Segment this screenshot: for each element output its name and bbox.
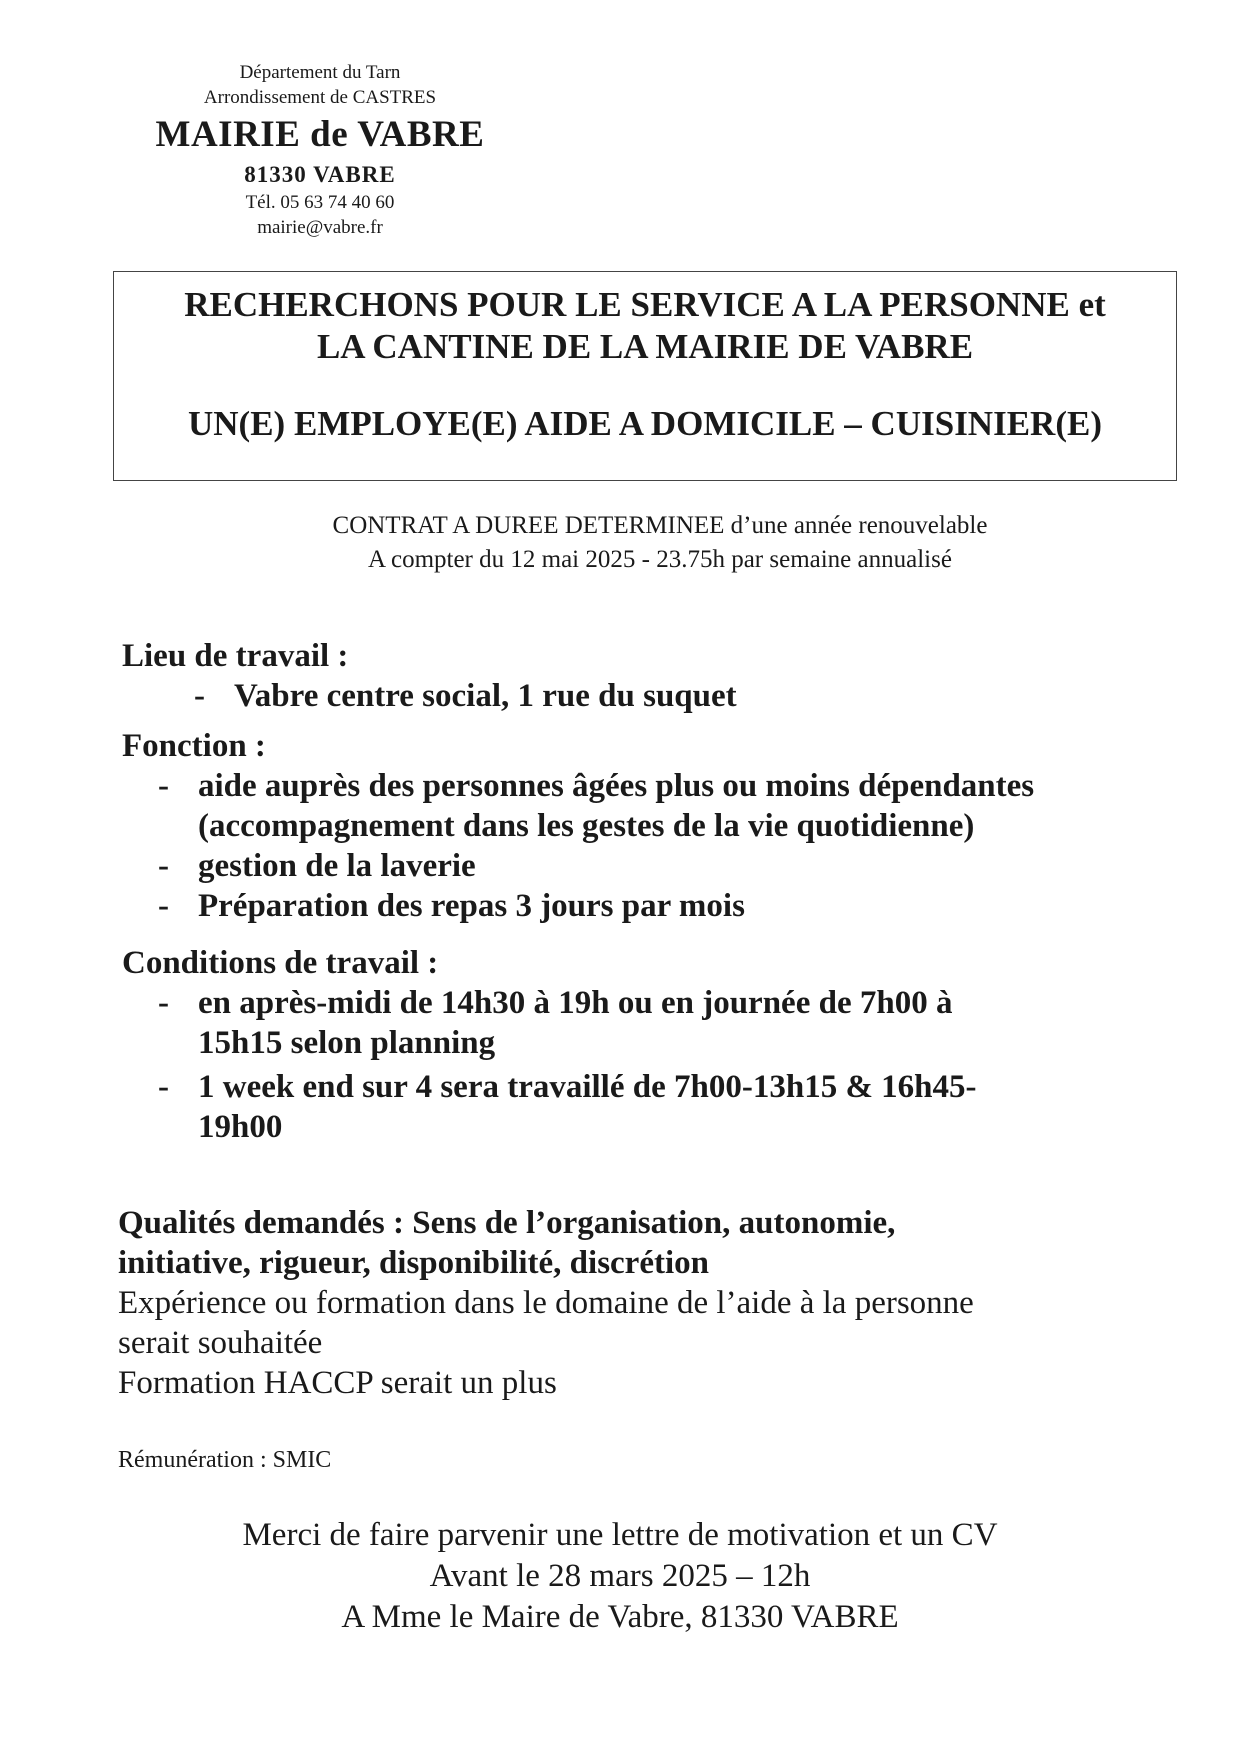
qualites-line: initiative, rigueur, disponibilité, discrétion (118, 1245, 709, 1281)
dash-bullet: - (158, 985, 169, 1021)
contract-type: CONTRAT A DUREE DETERMINEE d’une année renouvelable (332, 512, 988, 539)
list-item (122, 1107, 1182, 1147)
section-conditions (122, 943, 1182, 1147)
fonction-heading: Fonction : (122, 728, 266, 764)
experience-line: Expérience ou formation dans le domaine de l’aide à la personne (118, 1285, 974, 1321)
banner-line-1: RECHERCHONS POUR LE SERVICE A LA PERSONNE et (184, 285, 1106, 324)
list-item (122, 806, 1182, 846)
arrondissement-line: Arrondissement de CASTRES (203, 87, 437, 108)
list-item (122, 846, 1182, 886)
mairie-letterhead (120, 60, 520, 240)
conditions-item-continued: 15h15 selon planning (198, 1025, 496, 1061)
banner-heading (114, 284, 1176, 368)
section-fonction (122, 726, 1182, 926)
conditions-item: 1 week end sur 4 sera travaillé de 7h00-13h15 & 16h45- (198, 1069, 977, 1105)
section-qualites (118, 1203, 1178, 1403)
dash-bullet: - (158, 768, 169, 804)
lieu-item: Vabre centre social, 1 rue du suquet (234, 678, 737, 714)
list-item (122, 766, 1182, 806)
dash-bullet: - (158, 888, 169, 924)
mairie-name: MAIRIE de VABRE (155, 114, 485, 155)
lieu-heading: Lieu de travail : (122, 638, 349, 674)
dash-bullet: - (158, 848, 169, 884)
banner-job-title: UN(E) EMPLOYE(E) AIDE A DOMICILE – CUISINIER(E) (188, 404, 1102, 443)
qualites-line: Qualités demandés : Sens de l’organisation, autonomie, (118, 1205, 896, 1241)
job-title-banner (113, 271, 1177, 481)
department-line: Département du Tarn (239, 62, 401, 83)
experience-line: serait souhaitée (118, 1325, 323, 1361)
contract-info (160, 509, 1160, 577)
contract-start: A compter du 12 mai 2025 - 23.75h par semaine annualisé (368, 546, 952, 573)
banner-line-2: LA CANTINE DE LA MAIRIE DE VABRE (316, 327, 974, 366)
fonction-item: gestion de la laverie (198, 848, 476, 884)
email-address: mairie@vabre.fr (257, 217, 383, 238)
closing-line-1: Merci de faire parvenir une lettre de motivation et un CV (242, 1517, 998, 1553)
conditions-item: en après-midi de 14h30 à 19h ou en journée de 7h00 à (198, 985, 953, 1021)
closing-deadline: Avant le 28 mars 2025 – 12h (429, 1558, 811, 1594)
fonction-item-continued: (accompagnement dans les gestes de la vie quotidienne) (198, 808, 975, 844)
phone-number: Tél. 05 63 74 40 60 (245, 192, 395, 213)
fonction-item: aide auprès des personnes âgées plus ou moins dépendantes (198, 768, 1035, 804)
list-item (122, 1067, 1182, 1107)
list-item (122, 886, 1182, 926)
section-lieu (122, 636, 1182, 716)
haccp-line: Formation HACCP serait un plus (118, 1365, 557, 1401)
fonction-item: Préparation des repas 3 jours par mois (198, 888, 745, 924)
conditions-item-continued: 19h00 (198, 1109, 283, 1145)
application-instructions (0, 1515, 1240, 1638)
list-item (122, 1023, 1182, 1067)
conditions-heading: Conditions de travail : (122, 945, 439, 981)
postal-address: 81330 VABRE (244, 162, 396, 187)
remuneration: Rémunération : SMIC (118, 1447, 332, 1473)
closing-address: A Mme le Maire de Vabre, 81330 VABRE (341, 1599, 899, 1635)
list-item (122, 676, 1182, 716)
list-item (122, 983, 1182, 1023)
dash-bullet: - (194, 678, 205, 714)
dash-bullet: - (158, 1069, 169, 1105)
